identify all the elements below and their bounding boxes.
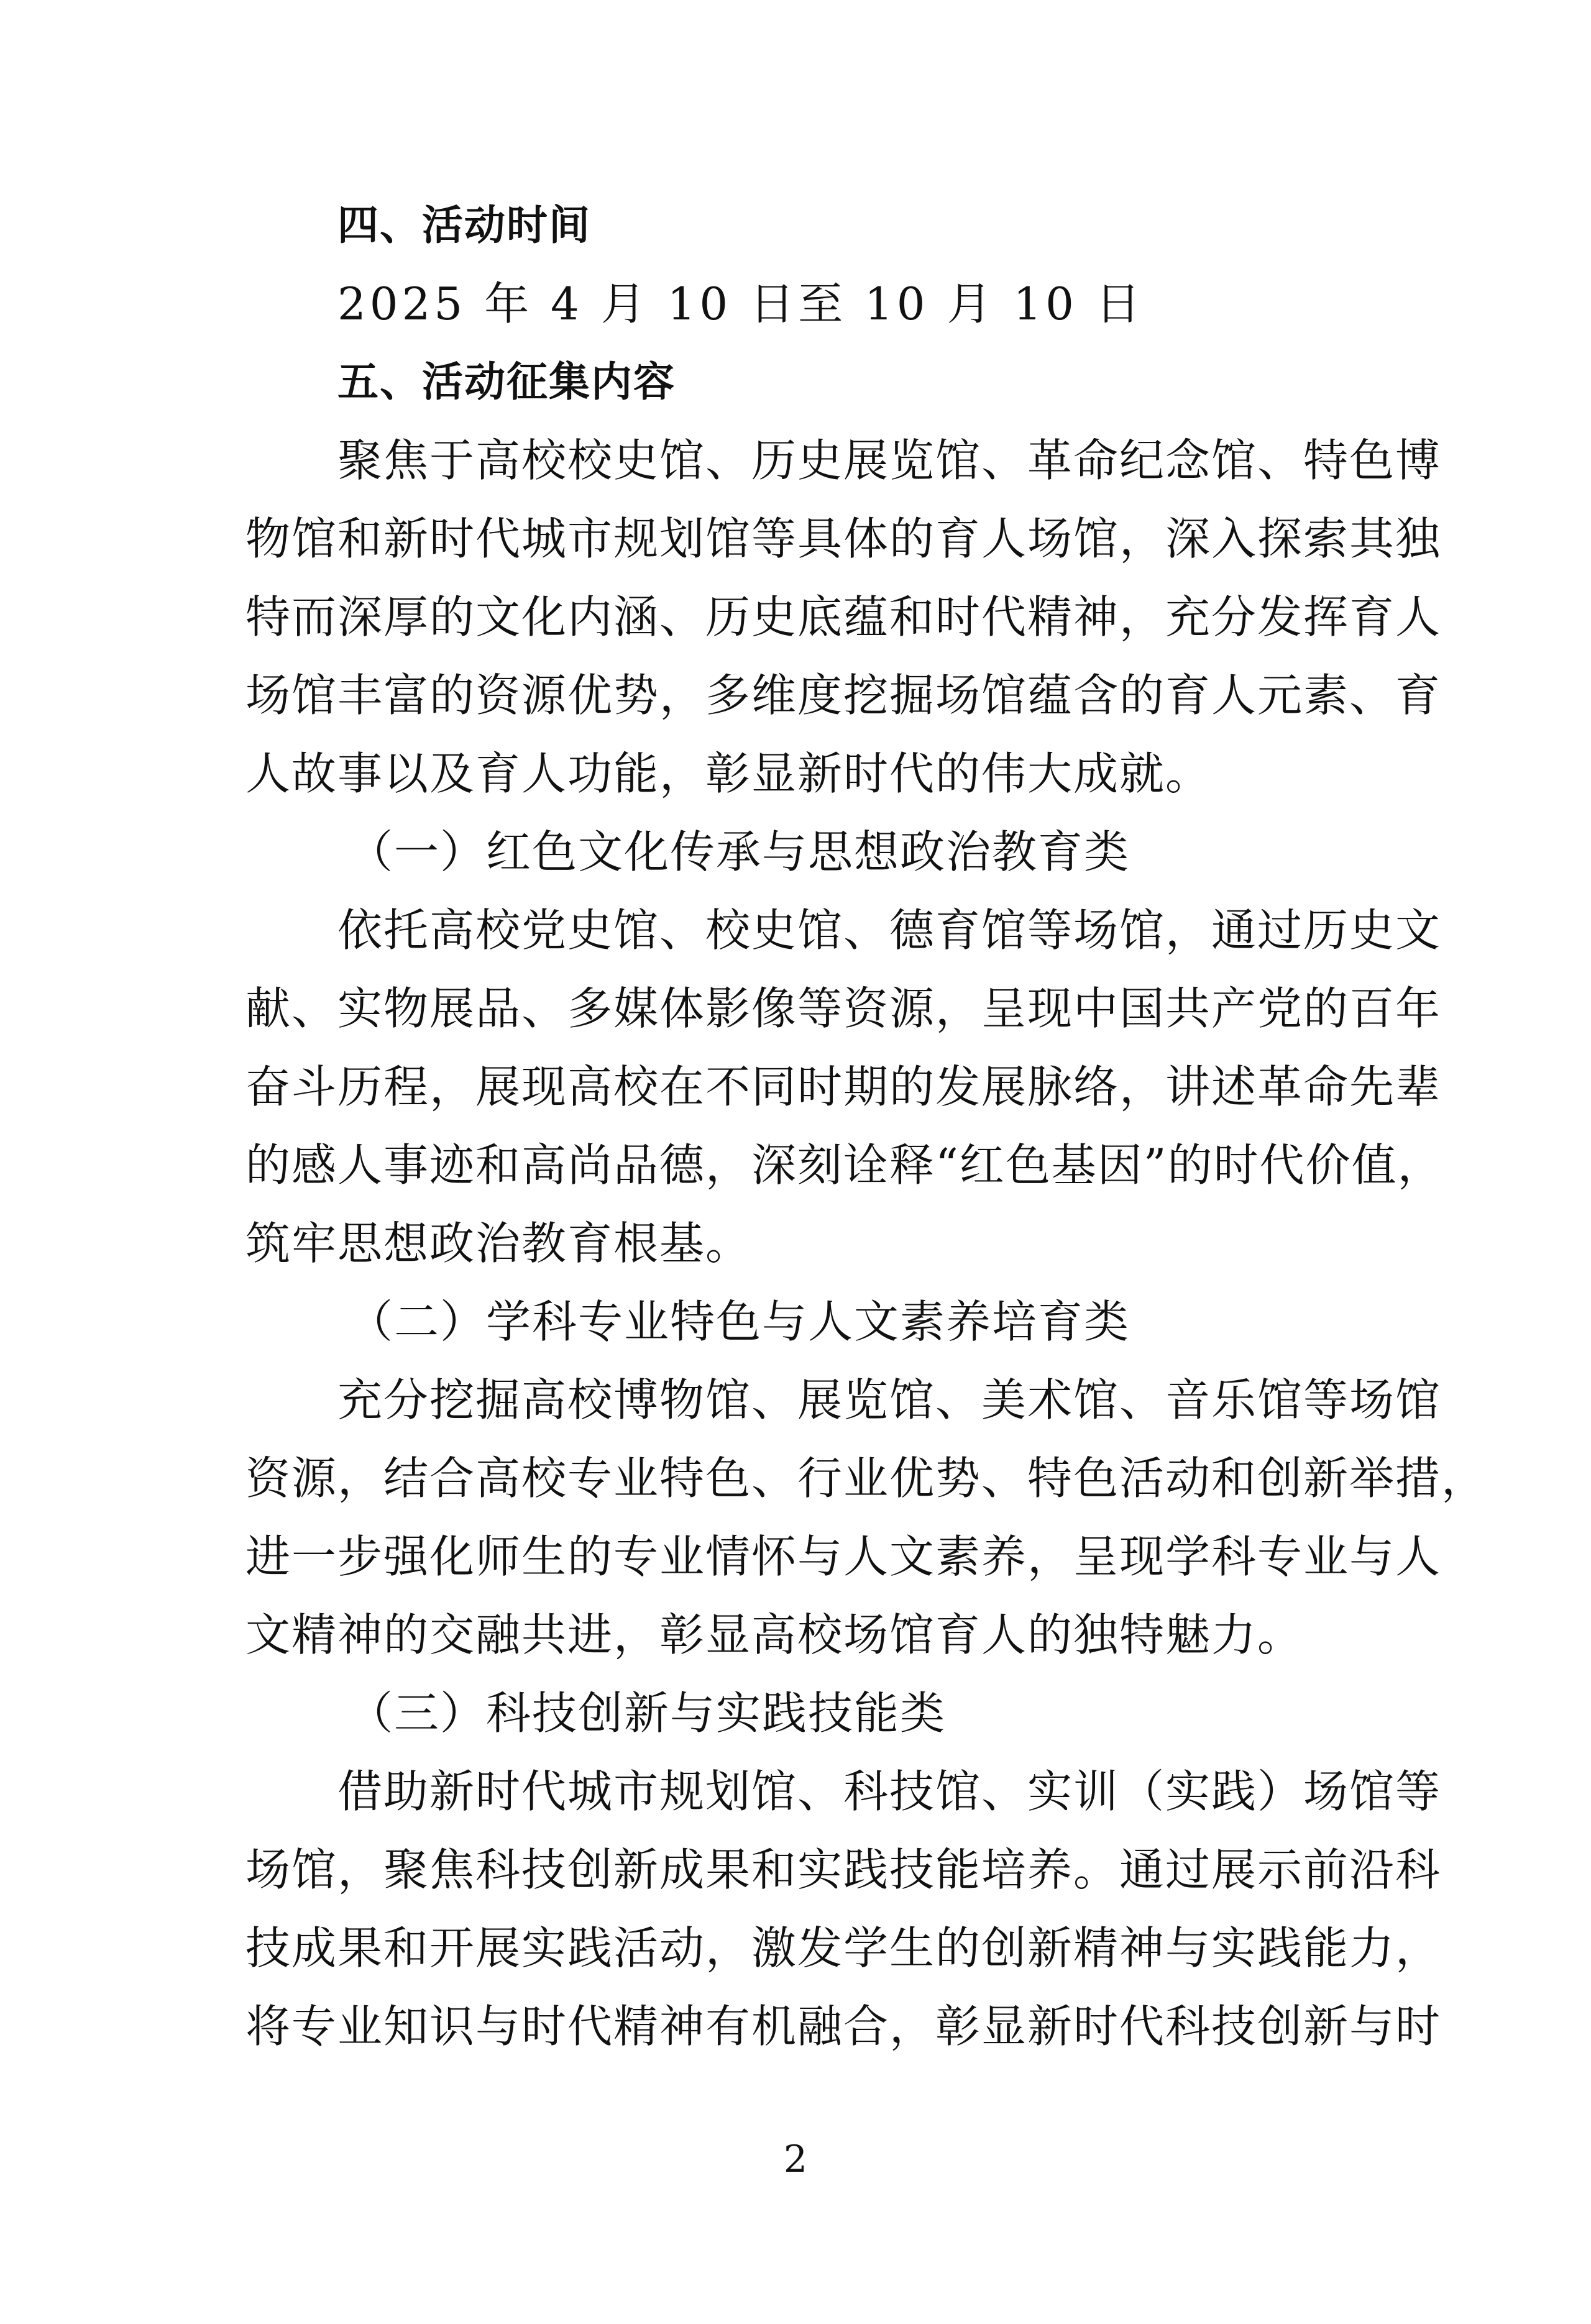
paragraph-line: 进一步强化师生的专业情怀与人文素养，呈现学科专业与人 [245,1530,1442,1583]
document-body [245,186,1488,2066]
paragraph-line: 物馆和新时代城市规划馆等具体的育人场馆，深入探索其独 [245,513,1442,565]
paragraph-line: 献、实物展品、多媒体影像等资源，呈现中国共产党的百年 [245,982,1442,1035]
paragraph-line: 人故事以及育人功能，彰显新时代的伟大成就。 [245,748,1212,800]
activity-date: 2025 年 4 月 10 日至 10 月 10 日 [337,278,1144,330]
paragraph-line: 文精神的交融共进，彰显高校场馆育人的独特魅力。 [245,1609,1304,1661]
paragraph-line: 聚焦于高校校史馆、历史展览馆、革命纪念馆、特色博 [337,434,1442,487]
paragraph-line: 资源，结合高校专业特色、行业优势、特色活动和创新举措， [245,1452,1488,1504]
section-five-heading: 五、活动征集内容 [337,358,676,406]
paragraph-line: 的感人事迹和高尚品德，深刻诠释“红色基因”的时代价值， [245,1139,1444,1191]
paragraph-line: 技成果和开展实践活动，激发学生的创新精神与实践能力， [245,1922,1442,1974]
paragraph-line: 场馆丰富的资源优势，多维度挖掘场馆蕴含的育人元素、育 [245,669,1442,721]
paragraph-line: 将专业知识与时代精神有机融合，彰显新时代科技创新与时 [245,2000,1442,2052]
paragraph-line: 奋斗历程，展现高校在不同时期的发展脉络，讲述革命先辈 [245,1061,1442,1113]
paragraph-line: 借助新时代城市规划馆、科技馆、实训（实践）场馆等 [337,1765,1442,1818]
paragraph-line: 筑牢思想政治教育根基。 [245,1217,752,1270]
category-one-heading: （一）红色文化传承与思想政治教育类 [348,826,1130,878]
paragraph-line: 充分挖掘高校博物馆、展览馆、美术馆、音乐馆等场馆 [337,1374,1442,1426]
paragraph-line: 依托高校党史馆、校史馆、德育馆等场馆，通过历史文 [337,904,1442,956]
category-two-heading: （二）学科专业特色与人文素养培育类 [348,1296,1130,1348]
section-four-heading: 四、活动时间 [337,201,591,249]
page-number: 2 [783,2138,808,2181]
paragraph-line: 特而深厚的文化内涵、历史底蕴和时代精神，充分发挥育人 [245,591,1442,643]
paragraph-line: 场馆，聚焦科技创新成果和实践技能培养。通过展示前沿科 [245,1844,1442,1896]
category-three-heading: （三）科技创新与实践技能类 [348,1687,947,1739]
